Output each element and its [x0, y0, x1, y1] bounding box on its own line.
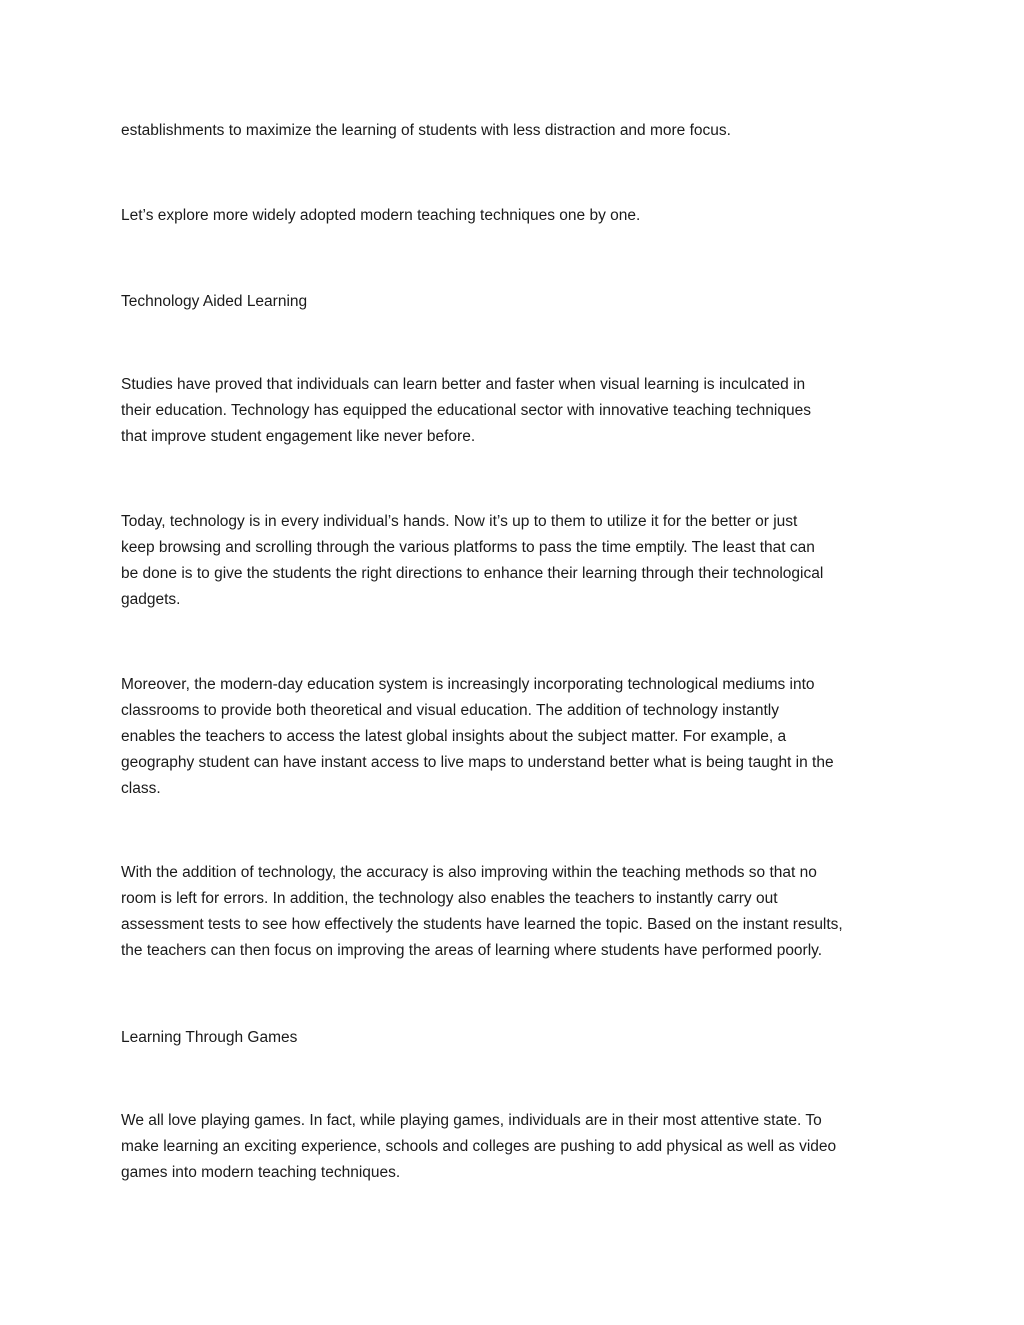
- section-heading-technology: Technology Aided Learning: [121, 293, 308, 310]
- section-heading-games: Learning Through Games: [121, 1029, 298, 1046]
- paragraph-studies: Studies have proved that individuals can learn better and faster when visual learning is inculcated in their education. Technology has equipped the educational sector with innovative teaching techniques that improve student engagement like never before.: [121, 376, 811, 445]
- paragraph-intro-continuation: establishments to maximize the learning of students with less distraction and more focus.: [121, 122, 731, 139]
- paragraph-moreover: Moreover, the modern-day education system is increasingly incorporating technological mediums into classrooms to provide both theoretical and visual education. The addition of technology instantly enables the teachers to access the latest global insights about the subject matter. For example, a geography student can have instant access to live maps to understand better what is being taught in the class.: [121, 676, 834, 797]
- paragraph-today: Today, technology is in every individual’s hands. Now it’s up to them to utilize it for the better or just keep browsing and scrolling through the various platforms to pass the time emptily. The least that can be done is to give the students the right directions to enhance their learning through their technological gadgets.: [121, 513, 824, 608]
- paragraph-accuracy: With the addition of technology, the accuracy is also improving within the teaching methods so that no room is left for errors. In addition, the technology also enables the teachers to instantly carry out assessment tests to see how effectively the students have learned the topic. Based on the instant results, the teachers can then focus on improving the areas of learning where students have performed poorly.: [121, 864, 843, 959]
- paragraph-explore: Let’s explore more widely adopted modern teaching techniques one by one.: [121, 207, 641, 224]
- paragraph-games: We all love playing games. In fact, while playing games, individuals are in their most attentive state. To make learning an exciting experience, schools and colleges are pushing to add physical as well as video games into modern teaching techniques.: [121, 1112, 837, 1181]
